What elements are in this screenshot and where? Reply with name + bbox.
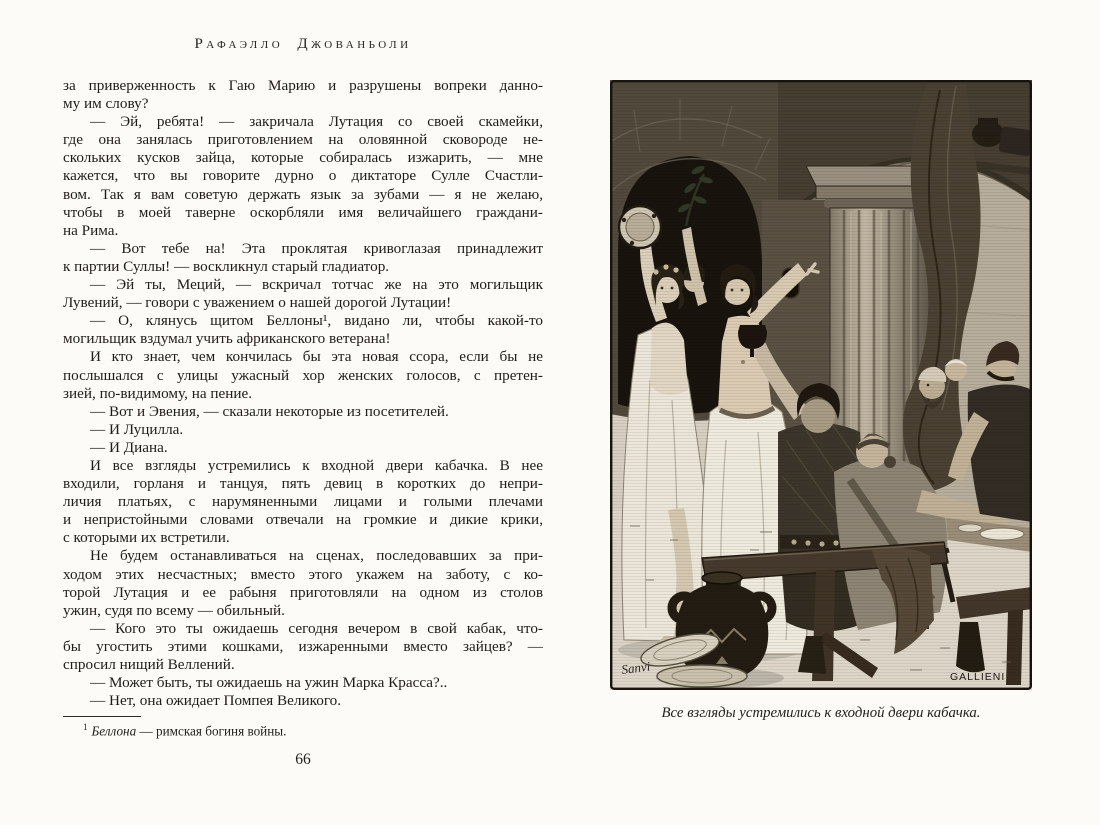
signature-left: Sanvi: [620, 658, 652, 677]
text-line: — И Диана.: [90, 438, 168, 456]
text-line: за приверженность к Гаю Марию и разрушены вопреки данно-: [63, 77, 543, 94]
text-line: — Может быть, ты ожидаешь на ужин Марка Красса?..: [90, 674, 448, 692]
text-line: к партии Суллы! — воскликнул старый гладиатор.: [63, 257, 390, 275]
illustration-caption: Все взгляды устремились к входной двери кабачка.: [661, 705, 981, 721]
text-line: могильщик вздумал учить африканского ветерана!: [63, 330, 391, 348]
text-line: зией, по-видимому, на пение.: [63, 384, 253, 402]
footnote-area: [63, 716, 543, 739]
footnote-term: Беллона: [91, 723, 137, 739]
text-line: и непристойными словами отвечали на громкие и дикие крики,: [63, 511, 543, 529]
text-line: личия платьях, с нарумяненными лицами и голыми плечами: [63, 493, 543, 511]
text-line: — Кого это ты ожидаешь сегодня вечером в свой кабак, что-: [90, 619, 543, 637]
running-head: Рафаэлло Джованьоли: [194, 36, 412, 52]
tavern-engraving: [610, 80, 1032, 690]
illustration: [610, 80, 1032, 690]
text-line: — О, клянусь щитом Беллоны¹, видано ли, чтобы какой-то: [90, 312, 543, 330]
text-line: И все взгляды устремились к входной двери кабачка. В нее: [90, 456, 543, 474]
text-line: ужин, судя по всему — обильный.: [63, 601, 285, 619]
text-line: послышался с улицы ужасный хор женских голосов, с претен-: [63, 366, 543, 384]
text-line: где она занялась приготовлением на оловянной сковороде не-: [63, 131, 543, 149]
footnote-text: — римская богиня войны.: [136, 723, 287, 739]
footnote: [63, 722, 543, 739]
text-line: чтобы в моей таверне оскорбляли имя величайшего граждани-: [63, 203, 543, 221]
text-line: входили, горланя и танцуя, пять девиц в коротких до непри-: [63, 475, 543, 493]
text-line: — Нет, она ожидает Помпея Великого.: [90, 692, 342, 710]
text-line: — Эй, ребята! — закричала Лутация со своей скамейки,: [90, 113, 543, 131]
signature-right: GALLIENI: [950, 671, 1006, 683]
body-text: [63, 77, 543, 710]
text-line: — Эй ты, Меций, — вскричал тотчас же на это могильщик: [90, 276, 543, 294]
text-line: — Вот и Эвения, — сказали некоторые из посетителей.: [90, 402, 449, 420]
text-line: на Рима.: [63, 221, 119, 239]
text-line: вом. Так я вам советую держать язык за зубами — я не желаю,: [63, 185, 543, 203]
text-line: торой Лутация и ее рабыня приготовляли на одном из столов: [63, 583, 543, 601]
footnote-rule: [63, 716, 141, 717]
text-line: Лувений, — говори с уважением о нашей дорогой Лутации!: [63, 294, 452, 312]
footnote-marker: 1: [83, 722, 88, 732]
text-line: скольких кусков зайца, которые собиралась изжарить, — мне: [63, 149, 543, 167]
text-line: — Вот тебе на! Эта проклятая кривоглазая принадлежит: [90, 239, 543, 257]
page-number: 66: [295, 751, 311, 768]
text-line: И кто знает, чем кончилась бы эта новая ссора, если бы не: [90, 348, 543, 366]
text-line: Не будем останавливаться на сценах, последовавших за при-: [90, 547, 543, 565]
text-line: с которыми их встретили.: [63, 529, 230, 547]
text-line: ходом этих несчастных; вместо этого укажем на заботу, с ко-: [63, 565, 543, 583]
text-line: — И Луцилла.: [90, 420, 184, 438]
text-line: кажется, что вы говорите дурно о диктаторе Сулле Счастли-: [63, 167, 543, 185]
text-line: спросил нищий Веллений.: [63, 656, 235, 673]
text-line: му им слову?: [63, 95, 149, 113]
text-line: бы угостить этими кошками, изжаренными вместо зайцев? —: [63, 637, 543, 655]
